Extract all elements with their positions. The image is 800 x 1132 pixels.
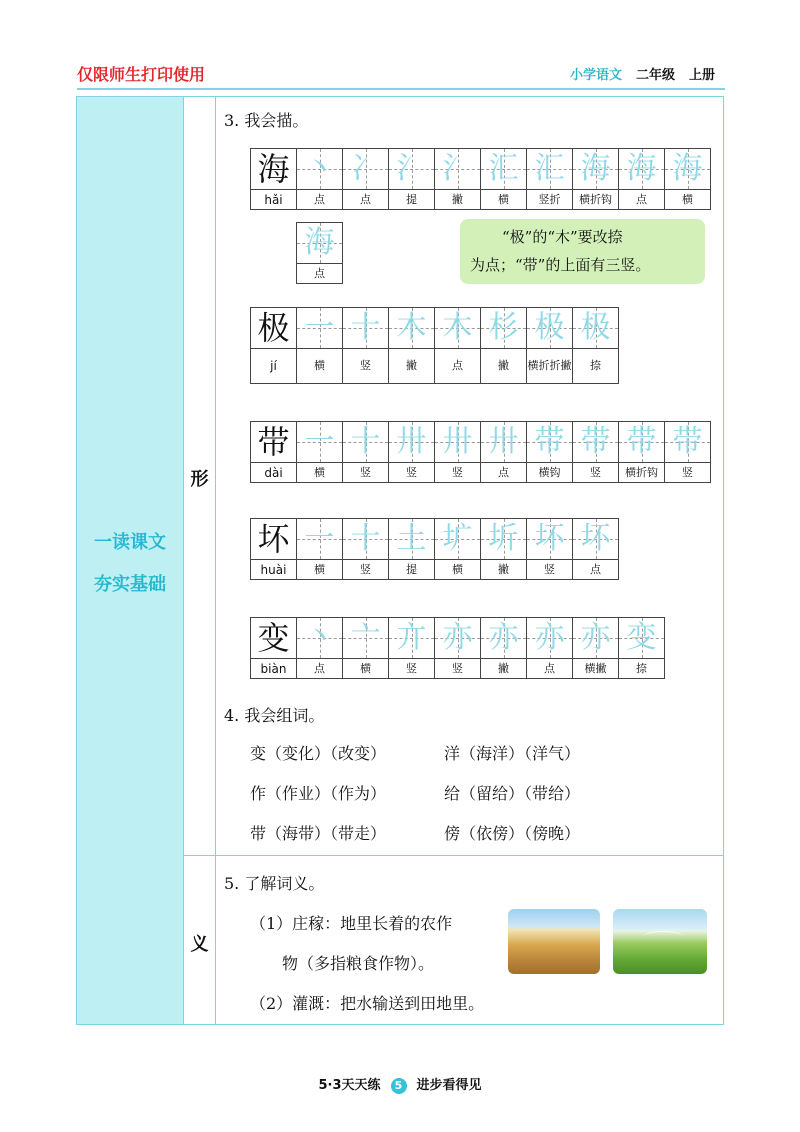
stroke-cell [665, 149, 710, 209]
stroke-label: 点 [314, 266, 325, 280]
stroke-label: 横 [314, 562, 325, 576]
question-3-title: 3. 我会描。 [224, 111, 309, 130]
trace-char: 带 [534, 424, 565, 459]
stroke-label: 竖 [360, 359, 371, 372]
word-pair: 洋（海洋）（洋气） [444, 744, 581, 763]
stroke-grid-dai [250, 421, 711, 483]
stroke-cell [343, 422, 389, 482]
word-pair: 变（变化）（改变） [250, 744, 387, 763]
section-divider [184, 855, 724, 856]
writing-tip-box [460, 219, 705, 284]
trace-char: 极 [580, 310, 611, 345]
stroke-label: 捺 [636, 661, 647, 675]
trace-char: 木 [442, 310, 473, 345]
trace-char: 带 [672, 424, 703, 459]
category-form: 形 [190, 469, 209, 490]
word-pair: 傍（依傍）（傍晚） [444, 824, 581, 843]
trace-char: 圹 [442, 521, 473, 556]
stroke-label: 横 [314, 359, 325, 372]
stroke-grid-hai [250, 148, 711, 210]
stroke-label: 捺 [590, 359, 601, 372]
print-notice: 仅限师生打印使用 [77, 65, 206, 84]
stroke-cell [435, 519, 481, 579]
category-meaning: 义 [190, 934, 209, 955]
stroke-label: 横折折撇 [527, 359, 572, 372]
stroke-label: 点 [498, 465, 509, 479]
character-cell [251, 308, 297, 383]
trace-char: 杉 [488, 310, 519, 345]
word-pair: 给（留给）（带给） [444, 784, 581, 803]
stroke-label: 点 [360, 192, 371, 206]
stroke-grid-ji [250, 307, 619, 384]
stroke-label: 点 [544, 661, 555, 675]
trace-char: 极 [534, 310, 565, 345]
target-char: 海 [257, 150, 290, 188]
trace-char: 一 [304, 424, 335, 459]
sidebar-title-1: 一读课文 [94, 532, 166, 553]
volume-label: 上册 [689, 68, 716, 83]
stroke-cell [297, 618, 343, 678]
stroke-cell [297, 223, 342, 283]
stroke-cell [527, 422, 573, 482]
tip-line-2: 为点；“带”的上面有三竖。 [470, 256, 651, 274]
target-char: 极 [257, 309, 290, 347]
pinyin-label: hǎi [264, 192, 283, 207]
stroke-label: 点 [636, 192, 647, 206]
stroke-label: 竖 [682, 465, 693, 479]
stroke-cell [665, 422, 710, 482]
book-info [570, 64, 715, 83]
stroke-cell [481, 149, 527, 209]
stroke-cell [573, 422, 619, 482]
trace-char: 亠 [350, 620, 381, 655]
question-5-title: 5. 了解词义。 [224, 874, 325, 893]
stroke-cell [619, 618, 664, 678]
trace-char: 变 [626, 620, 657, 655]
trace-char: 汇 [534, 151, 565, 186]
stroke-cell [435, 149, 481, 209]
trace-char: 卅 [396, 424, 427, 459]
trace-char: 带 [626, 424, 657, 459]
stroke-cell [527, 618, 573, 678]
stroke-cell [619, 149, 665, 209]
stroke-cell [389, 149, 435, 209]
definition-1-cont: 物（多指粮食作物）。 [282, 954, 435, 973]
stroke-label: 横折钩 [625, 465, 658, 479]
stroke-grid-bian [250, 617, 665, 679]
stroke-label: 撇 [452, 192, 463, 206]
stroke-cell [343, 308, 389, 383]
trace-char: 一 [304, 310, 335, 345]
pinyin-label: biàn [260, 661, 287, 676]
stroke-cell [297, 422, 343, 482]
stroke-label: 点 [314, 661, 325, 675]
stroke-cell [343, 149, 389, 209]
stroke-label: 撇 [498, 562, 509, 576]
trace-char: 亦 [580, 620, 611, 655]
stroke-label: 竖 [406, 661, 417, 675]
stroke-label: 横 [498, 192, 509, 206]
trace-char: 圻 [488, 521, 519, 556]
definition-1: （1）庄稼：地里长着的农作 [250, 914, 453, 933]
stroke-label: 横 [360, 661, 371, 675]
word-pair: 作（作业）（作为） [250, 784, 387, 803]
stroke-cell [481, 308, 527, 383]
stroke-label: 点 [452, 359, 463, 372]
sidebar-title-2: 夯实基础 [94, 574, 166, 595]
target-char: 变 [257, 619, 290, 657]
stroke-cell [481, 422, 527, 482]
stroke-cell [481, 519, 527, 579]
trace-char: 十 [350, 424, 381, 459]
stroke-cell [389, 618, 435, 678]
stroke-cell [389, 308, 435, 383]
trace-char: 海 [580, 151, 611, 186]
stroke-label: 竖 [544, 562, 555, 576]
trace-char: 海 [626, 151, 657, 186]
stroke-label: 撇 [498, 359, 509, 372]
page-number: 5 [391, 1078, 407, 1094]
trace-char: 冫 [350, 151, 381, 186]
grade-label: 二年级 [636, 68, 676, 83]
stroke-grid-huai [250, 518, 619, 580]
stroke-cell [619, 422, 665, 482]
trace-char: 海 [304, 225, 335, 260]
stroke-cell [297, 308, 343, 383]
footer-brand: 5·3天天练 [318, 1078, 381, 1093]
stroke-cell [481, 618, 527, 678]
stroke-label: 横撇 [584, 661, 607, 675]
stroke-label: 竖 [360, 465, 371, 479]
trace-char: 氵 [396, 151, 427, 186]
trace-char: 坏 [580, 521, 611, 556]
trace-char: 丶 [304, 620, 335, 655]
definition-2: （2）灌溉：把水输送到田地里。 [250, 994, 485, 1013]
stroke-label: 提 [406, 562, 417, 576]
trace-char: 带 [580, 424, 611, 459]
target-char: 带 [257, 423, 290, 461]
stroke-cell [389, 422, 435, 482]
column-divider [183, 97, 184, 1024]
stroke-cell [343, 519, 389, 579]
trace-char: 丶 [304, 151, 335, 186]
stroke-cell [297, 149, 343, 209]
stroke-label: 点 [590, 562, 601, 576]
stroke-cell [527, 308, 573, 383]
stroke-label: 竖 [452, 465, 463, 479]
stroke-cell [573, 519, 618, 579]
stroke-cell [343, 618, 389, 678]
trace-char: 亦 [488, 620, 519, 655]
stroke-label: 撇 [406, 359, 417, 372]
footer [0, 1074, 800, 1094]
character-cell [251, 422, 297, 482]
character-cell [251, 149, 297, 209]
stroke-label: 横钩 [538, 465, 561, 479]
trace-char: 卅 [488, 424, 519, 459]
header-divider [77, 88, 725, 90]
character-cell [251, 618, 297, 678]
trace-char: 亦 [534, 620, 565, 655]
trace-char: 坏 [534, 521, 565, 556]
trace-char: 卅 [442, 424, 473, 459]
trace-char: 一 [304, 521, 335, 556]
stroke-cell [435, 422, 481, 482]
word-pair: 带（海带）（带走） [250, 824, 387, 843]
pinyin-label: dài [264, 465, 283, 480]
stroke-cell [435, 308, 481, 383]
stroke-label: 横 [682, 192, 693, 206]
question-4-title: 4. 我会组词。 [224, 706, 325, 725]
stroke-grid-hai-extra [296, 222, 343, 284]
stroke-label: 竖 [452, 661, 463, 675]
stroke-cell [297, 519, 343, 579]
stroke-label: 横 [314, 465, 325, 479]
pinyin-label: jí [270, 359, 277, 373]
stroke-cell [573, 618, 619, 678]
stroke-label: 竖 [360, 562, 371, 576]
stroke-cell [435, 618, 481, 678]
target-char: 坏 [257, 520, 290, 558]
stroke-label: 横折钩 [579, 192, 612, 206]
stroke-label: 竖 [406, 465, 417, 479]
tip-line-1: “极”的“木”要改捺 [502, 228, 623, 246]
trace-char: 氵 [442, 151, 473, 186]
trace-char: 海 [672, 151, 703, 186]
stroke-cell [573, 308, 618, 383]
wheat-field-photo [508, 909, 600, 974]
stroke-label: 横 [452, 562, 463, 576]
stroke-label: 提 [406, 192, 417, 206]
trace-char: 木 [396, 310, 427, 345]
subject-label: 小学语文 [570, 68, 623, 83]
trace-char: 土 [396, 521, 427, 556]
footer-slogan: 进步看得见 [416, 1078, 482, 1093]
stroke-label: 撇 [498, 661, 509, 675]
trace-char: 十 [350, 521, 381, 556]
trace-char: 亦 [442, 620, 473, 655]
stroke-label: 点 [314, 192, 325, 206]
trace-char: 汇 [488, 151, 519, 186]
trace-char: 十 [350, 310, 381, 345]
irrigated-field-photo [613, 909, 707, 974]
column-divider [215, 97, 216, 1024]
stroke-cell [527, 519, 573, 579]
character-cell [251, 519, 297, 579]
stroke-label: 竖折 [538, 192, 561, 206]
stroke-cell [573, 149, 619, 209]
stroke-cell [389, 519, 435, 579]
trace-char: 亣 [396, 620, 427, 655]
stroke-cell [527, 149, 573, 209]
stroke-label: 竖 [590, 465, 601, 479]
pinyin-label: huài [260, 562, 287, 577]
